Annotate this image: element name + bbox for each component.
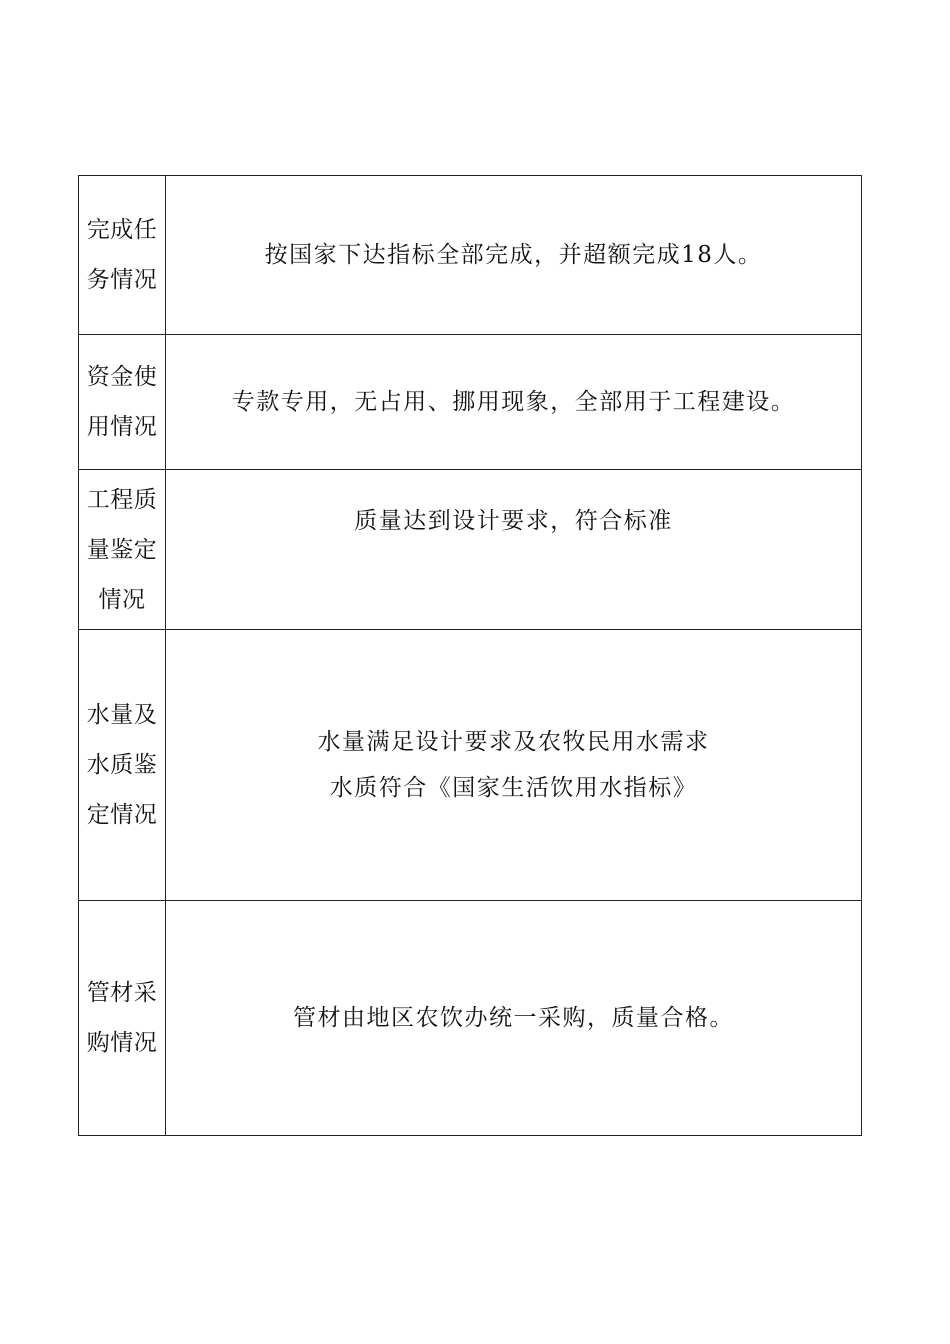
row-label: 管材采购情况 — [86, 980, 158, 1056]
row-content-text: 水量满足设计要求及农牧民用水需求 — [317, 729, 710, 755]
row-label-cell — [79, 470, 166, 630]
row-content-text: 管材由地区农饮办统一采购，质量合格。 — [293, 1004, 734, 1031]
row-content-text: 按国家下达指标全部完成，并超额完成18人。 — [264, 241, 763, 268]
row-content-cell — [166, 470, 862, 630]
row-content-text: 水质符合《国家生活饮用水指标》 — [329, 775, 698, 801]
row-content-cell — [166, 630, 862, 901]
table-row-pipe-procurement — [79, 901, 862, 1136]
row-content-text: 专款专用，无占用、挪用现象，全部用于工程建设。 — [231, 388, 796, 415]
row-label-cell — [79, 630, 166, 901]
row-content-cell — [166, 176, 862, 335]
row-label-cell — [79, 335, 166, 470]
table-row-quality-appraisal — [79, 470, 862, 630]
row-label-cell — [79, 176, 166, 335]
row-label-cell — [79, 901, 166, 1136]
table-row-task-completion — [79, 176, 862, 335]
table-row-water-appraisal — [79, 630, 862, 901]
row-content-cell — [166, 335, 862, 470]
row-label: 资金使用情况 — [86, 364, 158, 440]
row-label: 水量及水质鉴定情况 — [86, 702, 158, 828]
row-content-text: 质量达到设计要求，符合标准 — [354, 508, 673, 534]
evaluation-table — [78, 175, 862, 1136]
row-label: 完成任务情况 — [86, 217, 158, 293]
table-row-fund-usage — [79, 335, 862, 470]
row-content-cell — [166, 901, 862, 1136]
row-label: 工程质量鉴定情况 — [86, 486, 158, 613]
